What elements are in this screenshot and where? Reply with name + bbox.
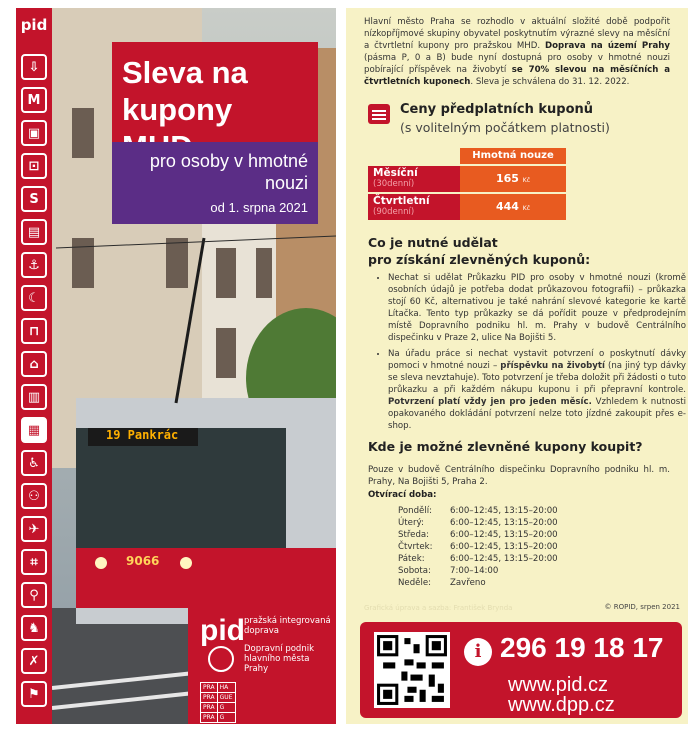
trolley-icon: ⌂: [21, 351, 47, 377]
tram-destination-sign: 19 Pankrác: [106, 428, 179, 442]
dog-icon: ✗: [21, 648, 47, 674]
hours-title: Otvírací doba:: [368, 490, 437, 500]
prices-title: Ceny předplatních kuponů: [400, 102, 594, 117]
price-days: (30denní): [373, 179, 415, 189]
pid-logo: pid: [200, 614, 245, 647]
pid-logo-small: pid: [20, 16, 48, 34]
cover-date: od 1. srpna 2021: [210, 200, 308, 215]
dpp-name: Dopravní podnik hlavního města Prahy: [244, 644, 314, 674]
train-icon: S: [21, 186, 47, 212]
metro-icon: M: [21, 87, 47, 113]
price-row: [368, 166, 566, 192]
info-icon: i: [464, 638, 492, 666]
tram-icon: ▣: [21, 120, 47, 146]
steps-list: [374, 272, 686, 436]
contact-box: [360, 622, 682, 718]
info-panel: [346, 8, 688, 724]
wheelchair-icon: ⚇: [21, 483, 47, 509]
list-item: • Na úřadu práce si nechat vystavit potvrzení o poskytnutí dávky pomoci v hmotné nouzi – příspěvku na živobytí (na jiný typ dávky se sleva nevztahuje). Toto potvrzení je třeba doložit při žádosti o tuto průkazku a při každém nákupu kuponu i při přepravní kontrole. Potvrzení platí vždy jen pro jeden měsíc. Vzhledem k nutnosti opakovaného dokládání potvrzení nelze toto jízdné zakoupit přes e-shop.: [388, 348, 686, 432]
design-credit: Grafická úprava a sazba: František Brynda: [364, 604, 513, 612]
cover-title: Sleva na kupony: [112, 42, 318, 142]
table-row: Pondělí: 6:00–12:45, 13:15–20:00: [398, 506, 558, 516]
pid-logo-box: [188, 604, 336, 724]
table-row: Středa: 6:00–12:45, 13:15–20:00: [398, 530, 558, 540]
phone-icon: ♿: [21, 450, 47, 476]
s-line-icon: ▤: [21, 219, 47, 245]
table-row: Neděle: Zavřeno: [398, 578, 486, 588]
list-item: • Nechat si udělat Průkazku PID pro osoby v hmotné nouzi (kromě osobních údajů je potřeba dodat průkazovou fotografii) – průkazka stojí 60 Kč, alternativou je také nahrání slevové kategorie ke kartě Lítačka. Tento typ průkazky se dá pořídit pouze v předprodejním místě Dopravního podniku hl. m. Prahy v budově Centrálního dispečinku v Praze 2, ulice Na Bojišti 5.: [388, 272, 686, 344]
bus-icon: ⊡: [21, 153, 47, 179]
opening-hours-table: [398, 505, 558, 589]
ticket-card-icon: ▦: [21, 417, 47, 443]
tram-number: 9066: [126, 554, 160, 568]
plane-icon: ⌗: [21, 549, 47, 575]
dpp-logo-icon: [208, 646, 234, 672]
funicular-icon: ⚓: [21, 252, 47, 278]
cover-subtitle: pro osoby v hmotné nouzi: [149, 151, 308, 193]
price-days: (90denní): [373, 207, 415, 217]
copyright: © ROPID, srpen 2021: [604, 603, 680, 611]
prices-subtitle: (s volitelným počátkem platnosti): [400, 120, 610, 135]
prague-logo: PRA HA PRA GUE PRA G PRA G: [200, 682, 236, 723]
table-row: Pátek: 6:00–12:45, 13:15–20:00: [398, 554, 558, 564]
table-row: Čtvrtek: 6:00–12:45, 13:15–20:00: [398, 542, 558, 552]
stroller-icon: ⚲: [21, 582, 47, 608]
price-header: Hmotná nouze: [460, 148, 566, 164]
qr-code-icon[interactable]: [374, 632, 450, 708]
price-name: Měsíční: [373, 167, 418, 179]
price-name: Čtvrtletní: [373, 195, 430, 207]
table-row: Úterý: 6:00–12:45, 13:15–20:00: [398, 518, 558, 528]
pid-name: pražská integrovaná doprava: [244, 616, 331, 636]
smoke-icon: ⚑: [21, 681, 47, 707]
price-row: [368, 194, 566, 220]
ticket-icon: [368, 104, 390, 124]
ferry-icon: ☾: [21, 285, 47, 311]
night-icon: ⊓: [21, 318, 47, 344]
phone-number[interactable]: 296 19 18 17: [500, 632, 664, 663]
where-heading: Kde je možné zlevněné kupony koupit?: [368, 439, 643, 454]
transport-icon-bar: [16, 8, 52, 724]
table-row: Sobota: 7:00–14:00: [398, 566, 499, 576]
cover-panel: [16, 8, 336, 724]
bike-icon: ♞: [21, 615, 47, 641]
cover-subtitle-box: [112, 142, 318, 224]
intro-text: Hlavní město Praha se rozhodlo v aktuální složité době podpořit nízkopříjmové skupiny obyvatel poskytnutím výrazné slevy na měsíční a čtvrtletní kupony pro pražskou MHD. Doprava na území Prahy (pásma P, 0 a B) bude nyní dostupná pro osoby v hmotné nouzi pobírající příspěvek na živobytí se 70% slevou na měsíčních a čtvrtletních kuponech. Sleva je schválena do 31. 12. 2022.: [364, 17, 670, 87]
link-dpp[interactable]: www.dpp.cz: [508, 694, 615, 716]
link-pid[interactable]: www.pid.cz: [508, 674, 609, 696]
needed-heading: Co je nutné udělat pro získání zlevněných kuponů:: [368, 235, 591, 267]
regional-bus-icon: ▥: [21, 384, 47, 410]
family-icon: ✈: [21, 516, 47, 542]
arrow-icon: ⇩: [21, 54, 47, 80]
price-value: 165 Kč: [460, 166, 566, 192]
where-text: Pouze v budově Centrálního dispečinku Dopravního podniku hl. m. Prahy, Na Bojišti 5, Praha 2.: [368, 465, 670, 487]
price-value: 444 Kč: [460, 194, 566, 220]
